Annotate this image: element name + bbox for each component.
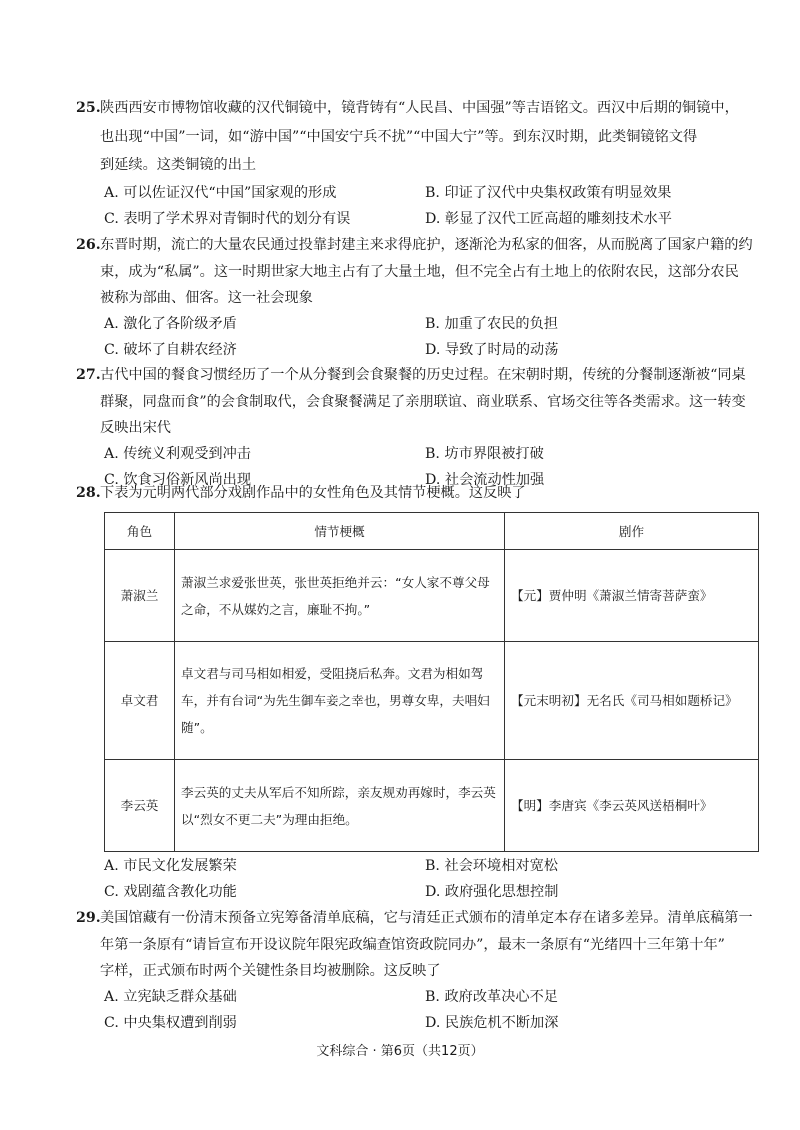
table-row: [105, 760, 759, 852]
question-number: 29.: [76, 910, 101, 926]
header-work: 剧作: [505, 513, 759, 550]
option-d[interactable]: D. 政府强化思想控制: [425, 884, 559, 900]
option-c[interactable]: C. 饮食习俗新风尚出现: [104, 472, 252, 488]
page-footer: 文科综合 · 第6页（共12页）: [316, 1044, 484, 1059]
option-c[interactable]: C. 戏剧蕴含教化功能: [104, 884, 237, 900]
question-number: 28.: [76, 485, 101, 501]
header-role: 角色: [105, 513, 175, 550]
option-c[interactable]: C. 破坏了自耕农经济: [104, 342, 237, 358]
question-text-line: 字样，正式颁布时两个关键性条目均被删除。这反映了: [100, 963, 441, 979]
option-b[interactable]: B. 加重了农民的负担: [425, 316, 558, 332]
question-text-line: 到延续。这类铜镜的出土: [100, 157, 257, 173]
option-b[interactable]: B. 社会环境相对宽松: [425, 858, 558, 874]
role-cell: 萧淑兰: [105, 550, 175, 642]
question-text-line: 下表为元明两代部分戏剧作品中的女性角色及其情节梗概。这反映了: [100, 485, 526, 501]
question-number: 26.: [76, 237, 101, 253]
plot-cell: 萧淑兰求爱张世英，张世英拒绝并云：“女人家不尊父母之命，不从媒妁之言，廉耻不拘。”: [175, 550, 505, 642]
question-text-line: 束，成为“私属”。这一时期世家大地主占有了大量土地，但不完全占有土地上的依附农民，这部分农民: [100, 264, 739, 280]
question-number: 27.: [76, 367, 101, 383]
question-number: 25.: [76, 100, 101, 116]
question-text-line: 年第一条原有“请旨宣布开设议院年限宪政编查馆资政院同办”，最末一条原有“光绪四十三年第十年”: [100, 937, 725, 953]
work-cell: 【元】贾仲明《萧淑兰情寄菩萨蛮》: [505, 550, 759, 642]
option-b[interactable]: B. 坊市界限被打破: [425, 446, 544, 462]
option-d[interactable]: D. 民族危机不断加深: [425, 1015, 559, 1031]
table-row: [105, 642, 759, 760]
option-a[interactable]: A. 可以佐证汉代“中国”国家观的形成: [104, 185, 337, 201]
question-text-line: 古代中国的餐食习惯经历了一个从分餐到会食聚餐的历史过程。在宋朝时期，传统的分餐制逐渐被“同桌: [100, 367, 746, 383]
option-a[interactable]: A. 激化了各阶级矛盾: [104, 316, 237, 332]
option-a[interactable]: A. 立宪缺乏群众基础: [104, 989, 237, 1005]
question-text-line: 群聚，同盘而食”的会食制取代，会食聚餐满足了亲朋联谊、商业联系、官场交往等各类需求。这一转变: [100, 394, 746, 410]
question-text-line: 美国馆藏有一份清末预备立宪筹备清单底稿，它与清廷正式颁布的清单定本存在诸多差异。清单底稿第一: [100, 910, 753, 926]
role-cell: 李云英: [105, 760, 175, 852]
option-d[interactable]: D. 彰显了汉代工匠高超的雕刻技术水平: [425, 211, 672, 227]
option-c[interactable]: C. 中央集权遭到削弱: [104, 1015, 237, 1031]
drama-table: [104, 512, 759, 852]
table-header-row: [105, 513, 759, 550]
role-cell: 卓文君: [105, 642, 175, 760]
table-row: [105, 550, 759, 642]
work-cell: 【明】李唐宾《李云英风送梧桐叶》: [505, 760, 759, 852]
question-text-line: 陕西西安市博物馆收藏的汉代铜镜中，镜背铸有“人民昌、中国强”等吉语铭文。西汉中后期的铜镜中，: [100, 100, 739, 116]
option-c[interactable]: C. 表明了学术界对青铜时代的划分有误: [104, 211, 351, 227]
question-text-line: 反映出宋代: [100, 420, 171, 436]
question-text-line: 被称为部曲、佃客。这一社会现象: [100, 290, 313, 306]
plot-cell: 李云英的丈夫从军后不知所踪，亲友规劝再嫁时，李云英以“烈女不更二夫”为理由拒绝。: [175, 760, 505, 852]
question-text-line: 也出现“中国”一词，如“游中国”“中国安宁兵不扰”“中国大宁”等。到东汉时期，此类铜镜铭文得: [100, 129, 698, 145]
plot-cell: 卓文君与司马相如相爱，受阻挠后私奔。文君为相如驾车，并有台词“为先生御车妾之幸也，男尊女卑，夫唱妇随”。: [175, 642, 505, 760]
option-a[interactable]: A. 市民文化发展繁荣: [104, 858, 237, 874]
question-text-line: 东晋时期，流亡的大量农民通过投靠封建主来求得庇护，逐渐沦为私家的佃客，从而脱离了国家户籍的约: [100, 237, 753, 253]
option-b[interactable]: B. 政府改革决心不足: [425, 989, 558, 1005]
option-d[interactable]: D. 导致了时局的动荡: [425, 342, 559, 358]
option-a[interactable]: A. 传统义利观受到冲击: [104, 446, 251, 462]
header-plot: 情节梗概: [175, 513, 505, 550]
option-d[interactable]: D. 社会流动性加强: [425, 472, 545, 488]
work-cell: 【元末明初】无名氏《司马相如题桥记》: [505, 642, 759, 760]
option-b[interactable]: B. 印证了汉代中央集权政策有明显效果: [425, 185, 672, 201]
